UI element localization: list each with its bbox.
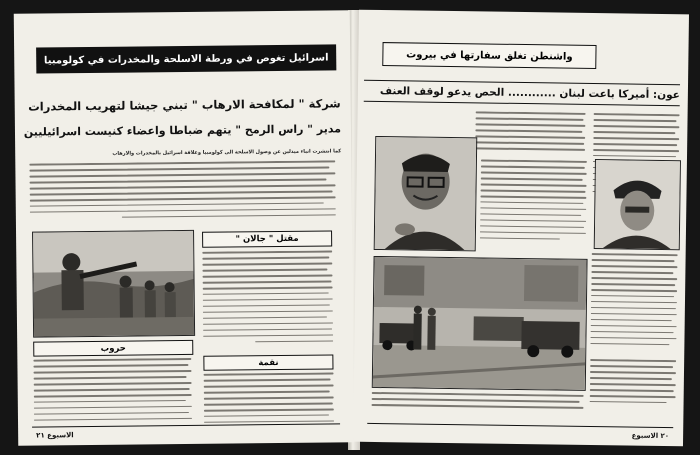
officer-portrait-image	[595, 160, 680, 249]
right-col-5	[371, 392, 583, 419]
left-page	[14, 10, 355, 445]
box-head-resentment	[203, 354, 333, 370]
right-top-headline: واشنطن تغلق سفارتها في بيروت	[406, 48, 573, 63]
left-intro-body	[29, 160, 336, 225]
right-col-3	[480, 159, 587, 250]
right-top-headline-box	[382, 42, 596, 69]
right-page	[353, 10, 689, 447]
left-footer	[36, 431, 74, 439]
left-top-banner-text: اسرائيل تغوص في ورطة الاسلحة والمخدرات في كولومبيا	[43, 51, 329, 66]
wars-body	[33, 358, 192, 430]
officer-portrait-photo	[594, 159, 681, 250]
right-col-6	[589, 359, 676, 420]
left-magazine-name: الاسبوع	[47, 431, 74, 440]
right-magazine-name: الاسبوع	[631, 431, 659, 440]
box-head-wars	[33, 340, 193, 357]
right-footer-rule	[367, 423, 673, 428]
glasses-portrait-photo	[374, 136, 478, 251]
right-main-headline: عون: أميركا باعت لبنان ............ الحص يدعو لوقف العنف	[364, 80, 680, 106]
left-page-number: ٢١	[36, 431, 45, 440]
box-head-galan	[202, 230, 332, 247]
box-head-resentment-text: نقمة	[258, 357, 279, 368]
street-scene-photo	[372, 256, 588, 391]
galan-body	[202, 250, 333, 351]
soldiers-image	[33, 231, 194, 337]
right-footer	[632, 432, 670, 441]
right-col-4	[590, 253, 677, 354]
street-scene-image	[373, 257, 587, 390]
right-page-number: ٢٠	[660, 431, 670, 441]
box-head-wars-text: حروب	[100, 343, 126, 354]
resentment-body	[204, 372, 335, 429]
box-head-galan-text: مقتل " جالان "	[235, 233, 299, 245]
glasses-portrait-image	[375, 137, 477, 250]
left-headline-2: مدير " راس الرمح " يتهم ضباطا واعضاء كنيست اسرائيليين	[23, 122, 342, 139]
left-top-banner	[36, 44, 336, 73]
left-headline-1: شركة " لمكافحة الارهاب " تبني جيشا لتهريب المخدرات	[28, 96, 341, 114]
soldiers-photo	[32, 230, 195, 338]
left-intro-text: كما انتشرت انباء ميدلين عن وصول الاسلحة الى كولومبيا وعلاقة اسرائيل بالمخدرات والارهاب	[112, 148, 342, 157]
right-col-2	[475, 111, 586, 155]
